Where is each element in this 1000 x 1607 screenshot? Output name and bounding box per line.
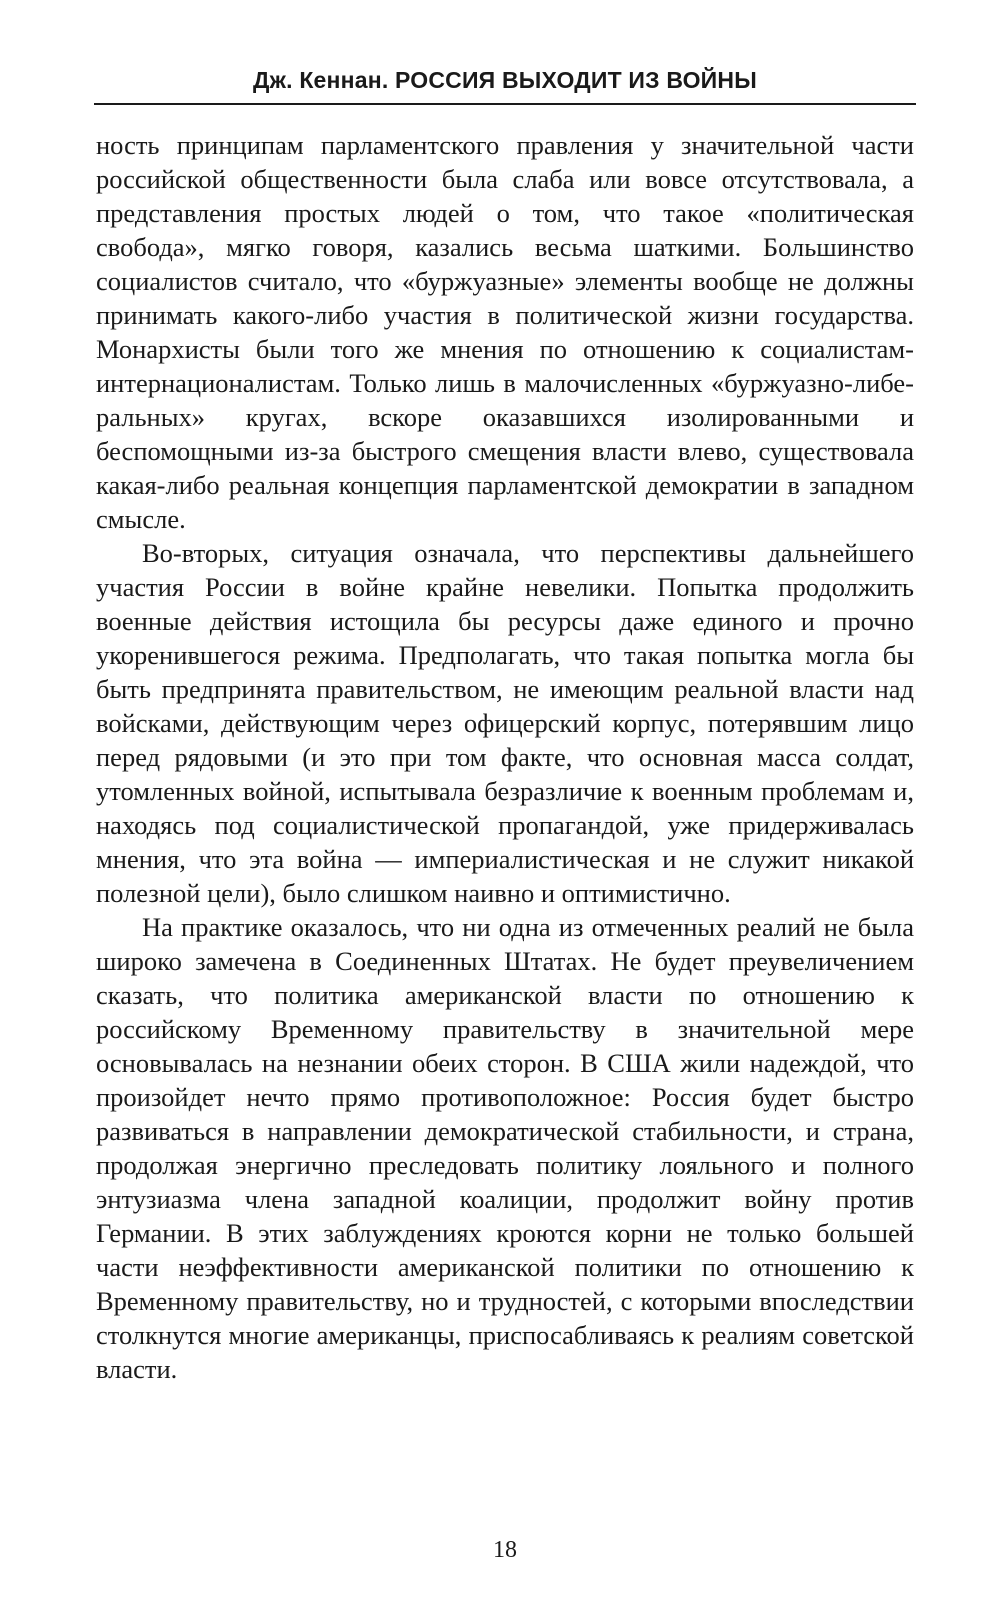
paragraph-1: ность принципам парламентского правления у значительной части российской общественности была слаба или вовсе отсутствовала, а представления простых людей о том, что такое «политическая свобода», мягко говоря, казались весьма шаткими. Большинство социалистов считало, что «буржуазные» элементы вообще не должны принимать какого-либо участия в политической жизни государства. Монархисты были того же мнения по отношению к социалистам-интернационалистам. Только лишь в малочисленных «буржуазно-либеральных» кругах, вскоре оказавшихся изолированными и беспомощными из-за быстрого смещения власти влево, существовала какая-либо реальная концепция парламентской демократии в западном смысле.	[96, 130, 914, 534]
page-number: 18	[493, 1537, 517, 1563]
running-header: Дж. Кеннан. РОССИЯ ВЫХОДИТ ИЗ ВОЙНЫ	[253, 67, 757, 93]
body-text	[96, 128, 914, 1386]
paragraph-2: Во-вторых, ситуация означала, что перспективы дальнейшего участия России в войне крайне невелики. Попытка продолжить военные действия истощила бы ресурсы даже единого и прочно укоренившегося режима. Предполагать, что такая попытка могла бы быть предпринята правительством, не имеющим реальной власти над войсками, действующим через офицерский корпус, потерявшим лицо перед рядовыми (и это при том факте, что основная масса солдат, утомленных войной, испытывала безразличие к военным проблемам и, находясь под социалистической пропагандой, уже придерживалась мнения, что эта война — империалистическая и не служит никакой полезной цели), было слишком наивно и оптимистично.	[96, 538, 914, 908]
header-rule	[94, 103, 916, 105]
paragraph-3: На практике оказалось, что ни одна из отмеченных реалий не была широко замечена в Соединенных Штатах. Не будет преувеличением сказать, что политика американской власти по отношению к российскому Временному правительству в значительной мере основывалась на незнании обеих сторон. В США жили надеждой, что произойдет нечто прямо противоположное: Россия будет быстро развиваться в направлении демократической стабильности, и страна, продолжая энергично преследовать политику лояльного и полного энтузиазма члена западной коалиции, продолжит войну против Германии. В этих заблуждениях кроются корни не только большей части неэффективности американской политики по отношению к Временному правительству, но и трудностей, с которыми впоследствии столкнутся многие американцы, приспосабливаясь к реалиям советской власти.	[96, 912, 914, 1384]
